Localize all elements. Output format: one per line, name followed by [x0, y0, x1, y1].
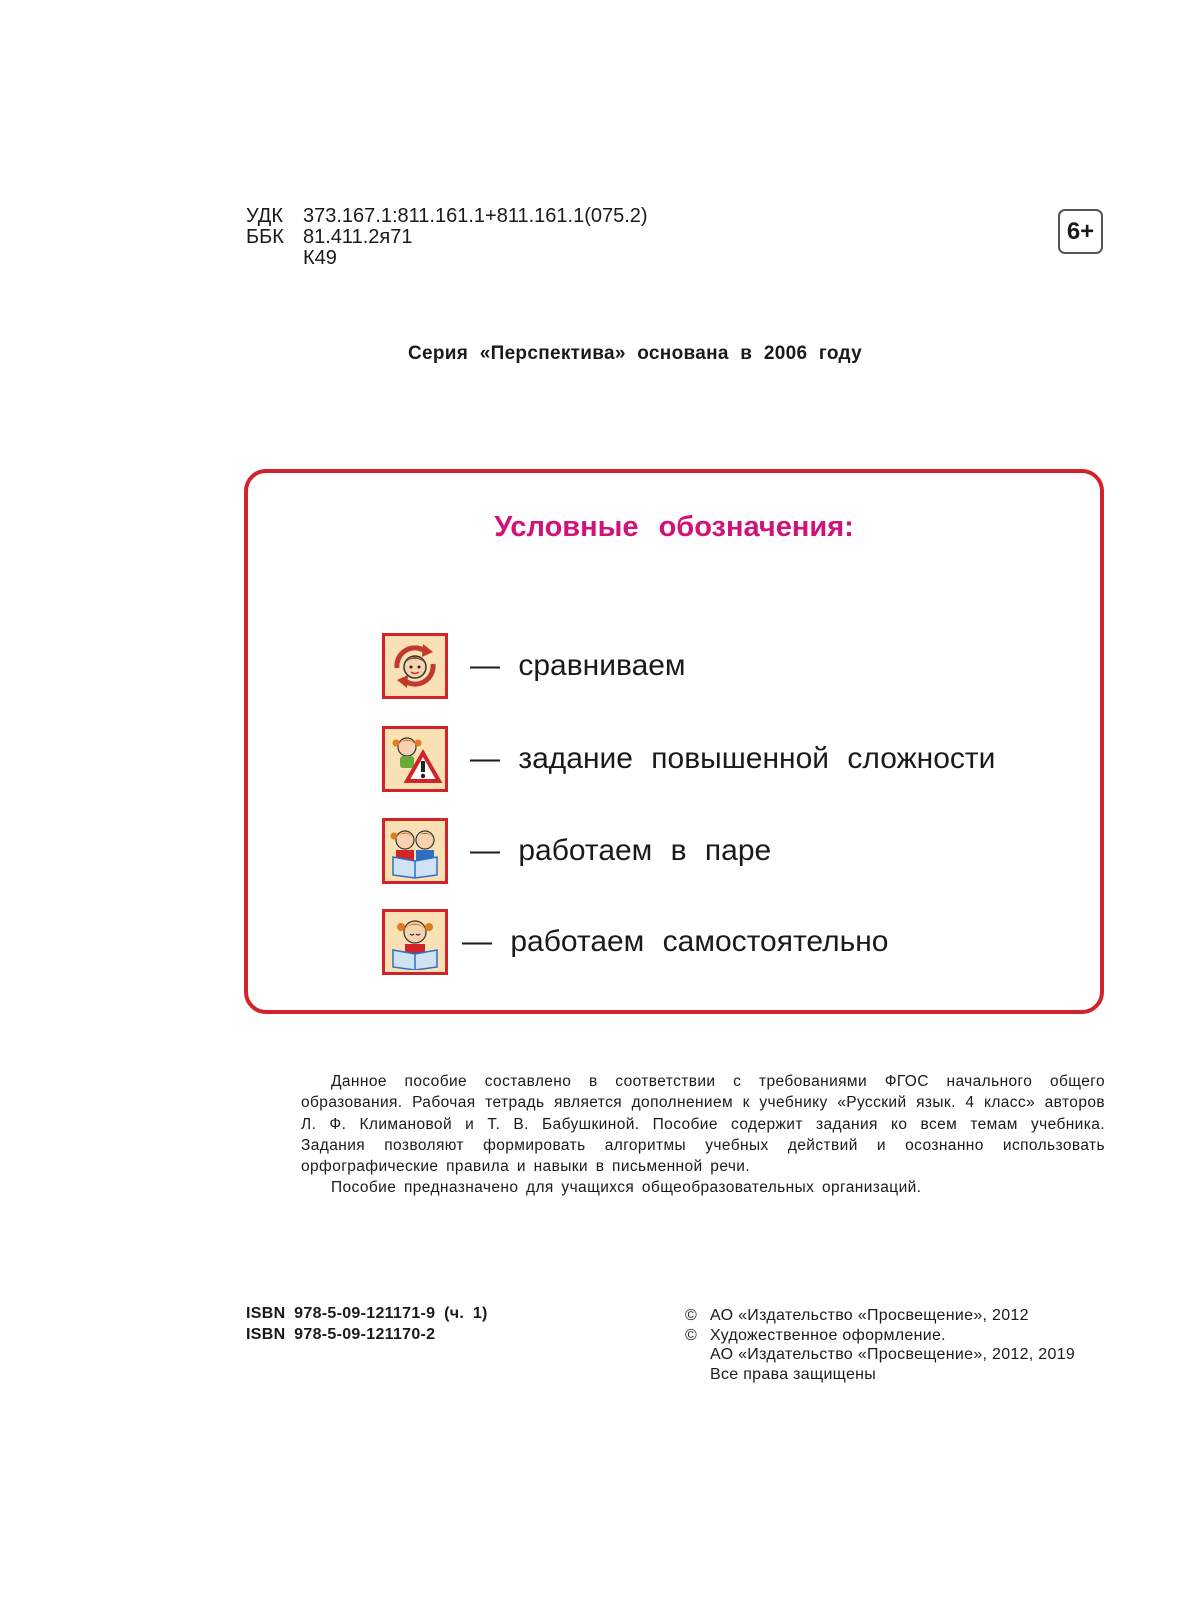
copyright-symbol: ©: [685, 1307, 698, 1324]
legend-text-compare: — сравниваем: [470, 649, 686, 682]
isbn-block: [246, 1303, 488, 1345]
udk-value: 373.167.1:811.161.1+811.161.1(075.2): [303, 205, 648, 227]
independent-work-icon: [382, 909, 448, 975]
legend-text-pair: — работаем в паре: [470, 834, 772, 867]
legend-item-difficult: [382, 726, 995, 792]
bbk-value: 81.411.2я71: [303, 226, 413, 248]
rights-reserved: Все права защищены: [710, 1365, 877, 1383]
description-paragraph: Данное пособие составлено в соответствии с требованиями ФГОС начального общего образования. Рабочая тетрадь является дополнением к учебнику «Русский язык. 4 класс» авторов Л. Ф. Климановой и Т. В. Бабушкиной. Пособие содержит задания ко всем темам учебника. Задания позволяют формировать алгоритмы учебных действий и осознанно использовать орфографические правила и навыки в письменной речи.: [301, 1073, 1105, 1176]
description-paragraph: Пособие предназначено для учащихся общеобразовательных организаций.: [331, 1179, 922, 1197]
compare-icon: [382, 633, 448, 699]
copyright-line: АО «Издательство «Просвещение», 2012, 2019: [710, 1346, 1076, 1363]
legend-title: Условные обозначения:: [494, 511, 854, 543]
difficult-task-icon: [382, 726, 448, 792]
age-rating-badge: 6+: [1058, 209, 1103, 254]
series-note: Серия «Перспектива» основана в 2006 году: [408, 343, 862, 364]
udk-label: УДК: [246, 205, 284, 227]
copyright-line: © АО «Издательство «Просвещение», 2012: [685, 1307, 1029, 1324]
isbn-line: ISBN 978-5-09-121170-2: [246, 1326, 436, 1343]
legend-text-difficult: — задание повышенной сложности: [470, 742, 996, 775]
legend-text-independent: — работаем самостоятельно: [462, 925, 889, 958]
bbk-label: ББК: [246, 226, 284, 248]
udk-row: [246, 206, 648, 227]
pair-work-icon: [382, 818, 448, 884]
legend-item-compare: [382, 633, 686, 699]
legend-item-pair: [382, 818, 771, 884]
legend-box: [244, 469, 1104, 1014]
bibliographic-block: [246, 206, 648, 269]
copyright-symbol: ©: [685, 1326, 698, 1344]
isbn-line: ISBN 978-5-09-121171-9 (ч. 1): [246, 1305, 488, 1322]
description-block: [301, 1071, 1105, 1199]
copyright-block: [685, 1306, 1075, 1384]
bbk-row: [246, 227, 648, 248]
copyright-line: © Художественное оформление.: [685, 1326, 946, 1344]
legend-item-independent: [382, 909, 888, 975]
author-mark-row: [246, 248, 648, 269]
author-mark: К49: [303, 247, 337, 269]
